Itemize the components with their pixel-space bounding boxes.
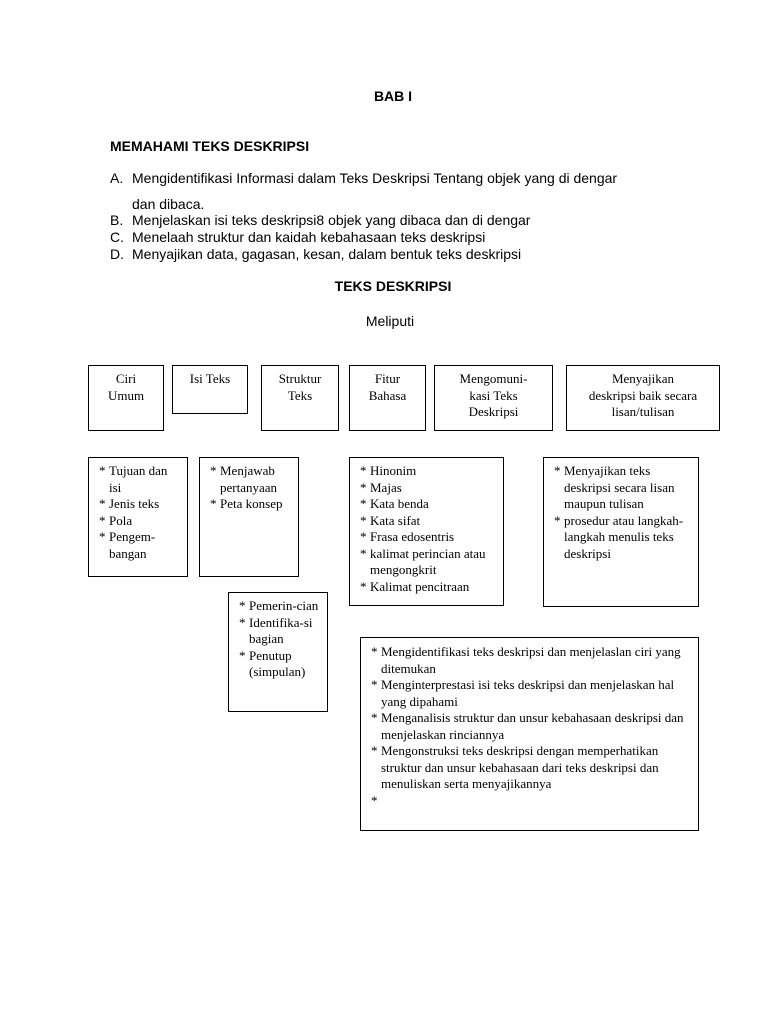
list-item: * Menjawab pertanyaan: [210, 463, 294, 496]
list-item: * prosedur atau langkah-langkah menulis teks deskripsi: [554, 513, 692, 563]
detail-struktur-teks: [228, 592, 328, 712]
objective-d: D. Menyajikan data, gagasan, kesan, dalam bentuk teks deskripsi: [110, 246, 522, 262]
list-item: * Penutup (simpulan): [239, 648, 323, 681]
list-item: * Kata benda: [360, 496, 499, 513]
list-item: * Tujuan dan isi: [99, 463, 181, 496]
list-item: * Pola: [99, 513, 181, 530]
list-item: * Kalimat pencitraan: [360, 579, 499, 596]
diagram-title: TEKS DESKRIPSI: [334, 278, 452, 294]
list-item: * kalimat perincian atau mengongkrit: [360, 546, 499, 579]
objective-a-continuation: dan dibaca.: [132, 196, 205, 212]
header-ciri-umum: Ciri Umum: [88, 365, 164, 431]
chapter-heading: BAB I: [373, 88, 413, 104]
list-item: * Menginterprestasi isi teks deskripsi dan menjelaskan hal yang dipahami: [371, 677, 690, 710]
list-item: * Pengem-bangan: [99, 529, 181, 562]
header-fitur-bahasa: Fitur Bahasa: [349, 365, 426, 431]
header-isi-teks: Isi Teks: [172, 365, 248, 414]
list-item: * Majas: [360, 480, 499, 497]
list-item: * Mengidentifikasi teks deskripsi dan menjelaslan ciri yang ditemukan: [371, 644, 690, 677]
list-item: * Menyajikan teks deskripsi secara lisan maupun tulisan: [554, 463, 692, 513]
section-title: MEMAHAMI TEKS DESKRIPSI: [110, 138, 310, 154]
list-item: * Kata sifat: [360, 513, 499, 530]
objective-c: C. Menelaah struktur dan kaidah kebahasaan teks deskripsi: [110, 229, 486, 245]
list-item: * Pemerin-cian: [239, 598, 323, 615]
list-item: * Hinonim: [360, 463, 499, 480]
list-item: * Identifika-si bagian: [239, 615, 323, 648]
detail-fitur-bahasa: [349, 457, 504, 606]
header-struktur-teks: Struktur Teks: [261, 365, 339, 431]
diagram-subtitle: Meliputi: [365, 313, 415, 329]
detail-ciri-umum: [88, 457, 188, 577]
detail-menyajikan: [543, 457, 699, 607]
objective-a: A. Mengidentifikasi Informasi dalam Teks Deskripsi Tentang objek yang di dengar: [110, 170, 618, 186]
header-menyajikan: Menyajikan deskripsi baik secara lisan/tulisan: [566, 365, 720, 431]
detail-mengomunikasi: [360, 637, 699, 831]
objective-b: B. Menjelaskan isi teks deskripsi8 objek yang dibaca dan di dengar: [110, 212, 531, 228]
header-mengomunikasi: Mengomuni- kasi Teks Deskripsi: [434, 365, 553, 431]
list-item: * Jenis teks: [99, 496, 181, 513]
list-item: * Mengonstruksi teks deskripsi dengan memperhatikan struktur dan unsur kebahasaan dari teks deskripsi dan menuliskan serta menyajikannya: [371, 743, 690, 793]
list-item: * Menganalisis struktur dan unsur kebahasaan deskripsi dan menjelaskan rinciannya: [371, 710, 690, 743]
list-item: * Peta konsep: [210, 496, 294, 513]
list-item: * Frasa edosentris: [360, 529, 499, 546]
detail-isi-teks: [199, 457, 299, 577]
